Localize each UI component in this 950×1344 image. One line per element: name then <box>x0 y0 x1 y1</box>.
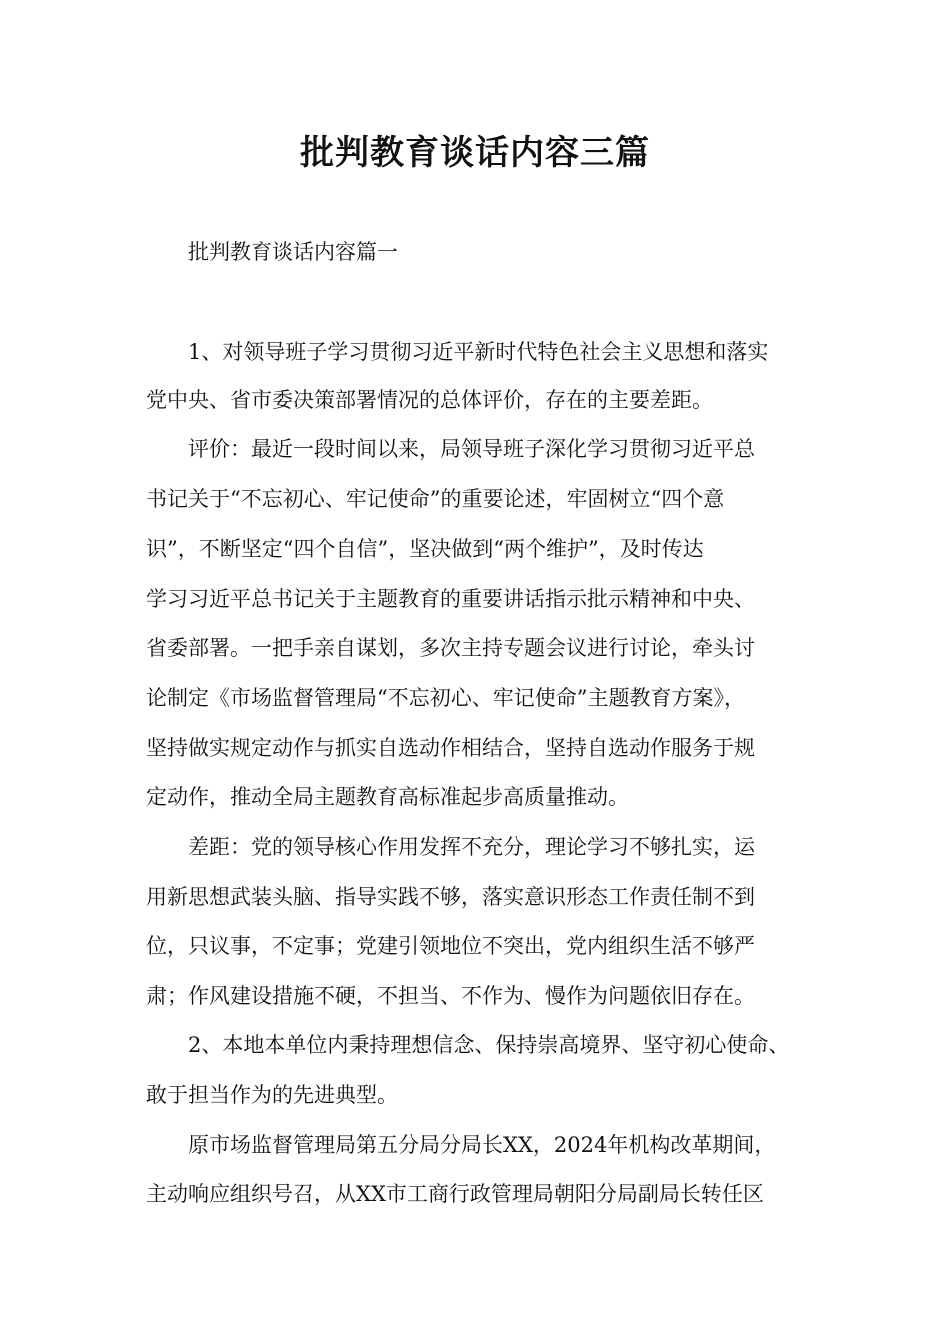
body-line: 识”，不断坚定“四个自信”，坚决做到“两个维护”，及时传达 <box>146 537 704 561</box>
body-line: 用新思想武装头脑、指导实践不够，落实意识形态工作责任制不到 <box>146 885 755 909</box>
body-line: 评价：最近一段时间以来，局领导班子深化学习贯彻习近平总 <box>188 437 755 461</box>
body-line: 坚持做实规定动作与抓实自选动作相结合，坚持自选动作服务于规 <box>146 736 755 760</box>
body-line: 原市场监督管理局第五分局分局长XX，2024年机构改革期间， <box>188 1133 776 1157</box>
body-line: 主动响应组织号召，从XX市工商行政管理局朝阳分局副局长转任区 <box>146 1182 764 1206</box>
body-line: 差距：党的领导核心作用发挥不充分，理论学习不够扎实，运 <box>188 835 755 859</box>
body-line: 肃；作风建设措施不硬，不担当、不作为、慢作为问题依旧存在。 <box>146 984 755 1008</box>
document-title: 批判教育谈话内容三篇 <box>300 133 650 173</box>
body-line: 位，只议事，不定事；党建引领地位不突出，党内组织生活不够严 <box>146 934 755 958</box>
section-heading: 批判教育谈话内容篇一 <box>188 240 398 264</box>
body-line: 书记关于“不忘初心、牢记使命”的重要论述，牢固树立“四个意 <box>146 487 725 511</box>
body-line: 2、本地本单位内秉持理想信念、保持崇高境界、坚守初心使命、 <box>188 1033 790 1057</box>
body-line: 敢于担当作为的先进典型。 <box>146 1083 398 1107</box>
body-line: 党中央、省市委决策部署情况的总体评价，存在的主要差距。 <box>146 388 713 412</box>
body-line: 省委部署。一把手亲自谋划，多次主持专题会议进行讨论，牵头讨 <box>146 636 755 660</box>
body-line: 学习习近平总书记关于主题教育的重要讲话指示批示精神和中央、 <box>146 587 755 611</box>
body-line: 论制定《市场监督管理局“不忘初心、牢记使命”主题教育方案》， <box>146 686 745 710</box>
body-line: 1、对领导班子学习贯彻习近平新时代特色社会主义思想和落实 <box>188 340 769 364</box>
body-line: 定动作，推动全局主题教育高标准起步高质量推动。 <box>146 785 629 809</box>
